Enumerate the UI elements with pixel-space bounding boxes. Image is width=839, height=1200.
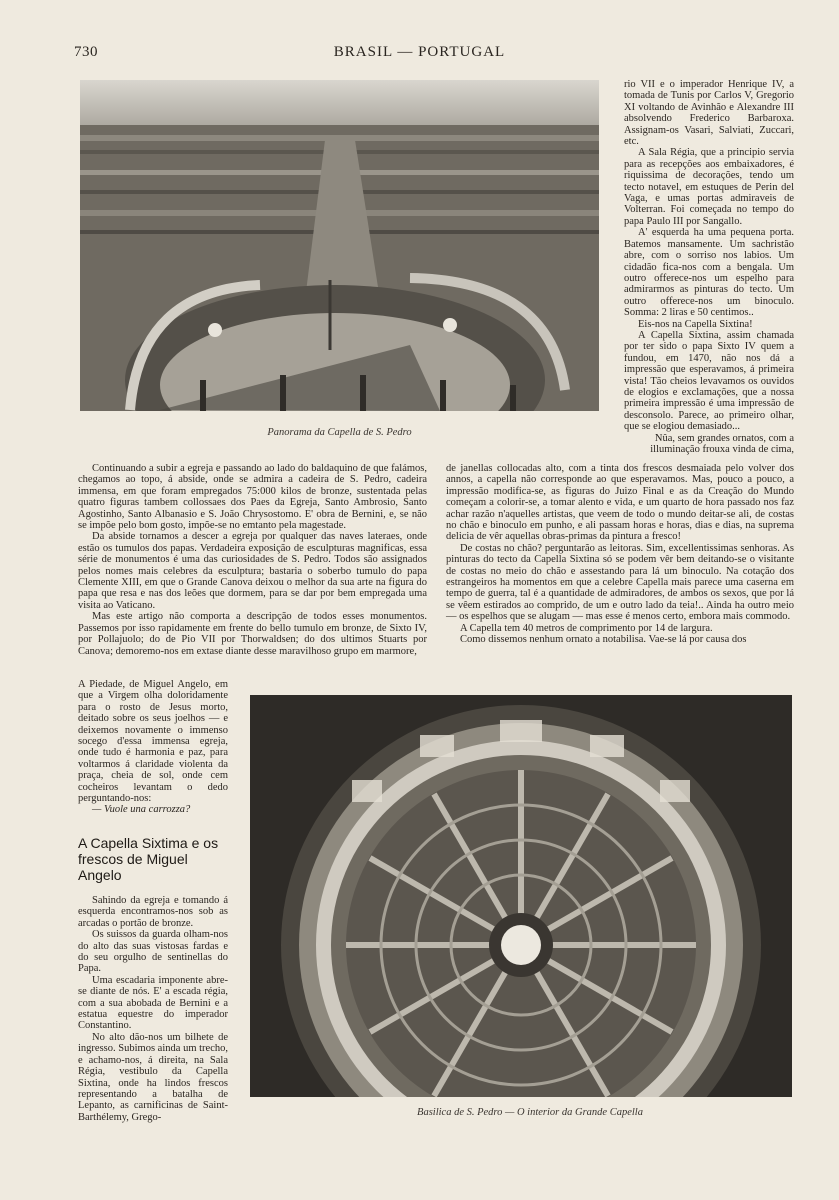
paragraph: Sahindo da egreja e tomando á esquerda encontramos-nos sob as arcadas o portão de bronze. <box>78 895 228 929</box>
paragraph: Da abside tornamos a descer a egreja por qualquer das naves lateraes, onde estão os tumulos dos papas. Verdadeira exposição de esculpturas magnificas, essa série de monumentos é uma das curiosidades de S. Pedro. Todos são assignados pelos nomes mais celebres da esculptura; bastaria o soberbo tumulo do papa Clemente XIII, em que o Grande Canova deixou o melhor da sua arte na figura do papa que resa e nas dos leões que dormem, para se dar por bem empregada uma visita ao Vaticano. <box>78 531 427 611</box>
paragraph: Nûa, sem grandes ornatos, com a illuminação frouxa vinda de cima, <box>650 432 794 455</box>
right-column-top <box>624 79 794 455</box>
paragraph: De costas no chão? perguntarão as leitoras. Sim, excellentissimas senhoras. As pinturas do tecto da Capella Sixtina só se podem vêr bem deitando-se o visitante de costas no meio do chão e assestando para lá um binoculo. Na cotação dos estrangeiros ha momentos em que a celebre Capella mais parece uma caserna em tempo de guerra, tal é a quantidade de admiradores, de ambos os sexos, que por lá se vêem estirados ao comprido, de um e outro lado da teia!.. Ainda ha outro meio — os espelhos que se alugam — mas esse é menos certo, embora mais commodo. <box>446 542 794 623</box>
panorama-caption: Panorama da Capella de S. Pedro <box>267 427 412 438</box>
left-column-bottom <box>78 895 228 1123</box>
left-column-narrow <box>78 679 228 816</box>
paragraph: de janellas collocadas alto, com a tinta dos frescos desmaiada pelo volver dos annos, a capella não corresponde ao que esperavamos. Mas, pouco a pouco, a impressão modifica-se, as figuras do Juizo Final e as da Creação do Mundo começam a colorir-se, a tomar alento e vida, e um quarto de hora passado nos faz achar razão n'aquelles artistas, que veem de todo o mundo deitar-se ali, de costas no chão e binoculo em punho, e ali passam horas e horas, dias e dias, na suprema delicia de vêr aquellas obras-primas da pintura a fresco! <box>446 463 794 543</box>
paragraph: Como dissemos nenhum ornato a notabilisa. Vae-se lá por causa dos <box>460 634 747 646</box>
page-number: 730 <box>74 44 98 60</box>
dome-caption: Basilica de S. Pedro — O interior da Grande Capella <box>417 1107 643 1118</box>
paragraph: Uma escadaria imponente abre-se diante de nós. E' a escada régia, com a sua abobada de Bernini e a estatua equestre do imperador Constantino. <box>78 974 228 1032</box>
paragraph: A' esquerda ha uma pequena porta. Batemos mansamente. Um sachristão abre, com o sorriso nos labios. Um cidadão fica-nos com a bengala. Um outro offerece-nos um espelho para admirarmos as pinturas do tecto. Um outro offerece-nos um binoculo. Somma: 2 liras e 50 centimos.. <box>624 227 794 319</box>
panorama-photo <box>80 80 599 411</box>
right-column-mid <box>446 463 794 646</box>
paragraph: Mas este artigo não comporta a descripção de todos esses monumentos. Passemos por isso rapidamente em frente do bello tumulo em bronze, de Sixto IV, por Pollajuolo; do de Pio VII por Thorwaldsen; do dos ultimos Stuarts por Canova; demoremo-nos em extase diante desse maravilhoso grupo em marmore, <box>78 611 427 657</box>
dome-photo <box>250 695 792 1097</box>
quote: — Vuole una carrozza? <box>92 804 191 816</box>
left-column-mid <box>78 463 427 657</box>
paragraph: Continuando a subir a egreja e passando ao lado do baldaquino de que falámos, chegamos ao topo, á abside, onde se admira a cadeira de S. Pedro, cadeira immensa, em que foram empregados 75:000 kilos de bronze, sustentada pelas quatro figuras tambem collossaes dos Paes da Egreja, Santo Ambrosio, Santo Agostinho, Santo Albanasio e S. João Chrysostomo. E' obra de Bernini, e, se não se impõe pelo bom gosto, impõe-se no emtanto pela magestade. <box>78 463 427 532</box>
paragraph: A Sala Régia, que a principio servia para as recepções aos embaixadores, é riquissima de decorações, tendo um tecto notavel, em estuques de Perin del Vaga, e umas portas admiraveis de Volterran. Foi começada no tempo do papa Paulo III por Sangallo. <box>624 147 794 227</box>
paragraph: A Capella Sixtina, assim chamada por ter sido o papa Sixto IV quem a fundou, em 1470, não nos dá a impressão que esperavamos, á primeira vista! Tão cheios levavamos os ouvidos de elogios e exclamações, que a nossa primeira impressão é uma impressão de desconsolo. Parece, ao primeiro olhar, que se elogiou demasiado... <box>624 329 794 433</box>
section-title: A Capella Sixtima e os frescos de Miguel Angelo <box>78 835 219 883</box>
paragraph: A Capella tem 40 metros de comprimento por 14 de largura. <box>460 622 713 634</box>
paragraph: No alto dão-nos um bilhete de ingresso. Subimos ainda um trecho, e achamo-nos, á direita, na Sala Régia, vestibulo da Capella Sixtina, onde ha lindos frescos representando a batalha de Lepanto, as carnificinas de Saint-Barthélemy, Grego- <box>78 1031 228 1123</box>
paragraph: A Piedade, de Miguel Angelo, em que a Virgem olha doloridamente para o rosto de Jesus morto, deitado sobre os seus joelhos — e deixemos novamente o immenso socego d'essa immensa egreja, onde tudo é harmonia e paz, para voltarmos á claridade violenta da praça, cheia de sol, onde cem cocheiros levantam o dedo perguntando-nos: <box>78 679 228 805</box>
paragraph: Os suissos da guarda olham-nos do alto das suas vistosas fardas e do seu orgulho de sentinellas do Papa. <box>78 929 228 975</box>
paragraph: Eis-nos na Capella Sixtina! <box>638 318 753 330</box>
paragraph: rio VII e o imperador Henrique IV, a tomada de Tunis por Carlos V, Gregorio XI voltando de Avinhão e Alexandre III absolvendo Frederico Barbaroxa. Assignam-os Vasari, Salviati, Zuccari, etc. <box>624 79 794 148</box>
running-title: BRASIL — PORTUGAL <box>333 44 506 60</box>
